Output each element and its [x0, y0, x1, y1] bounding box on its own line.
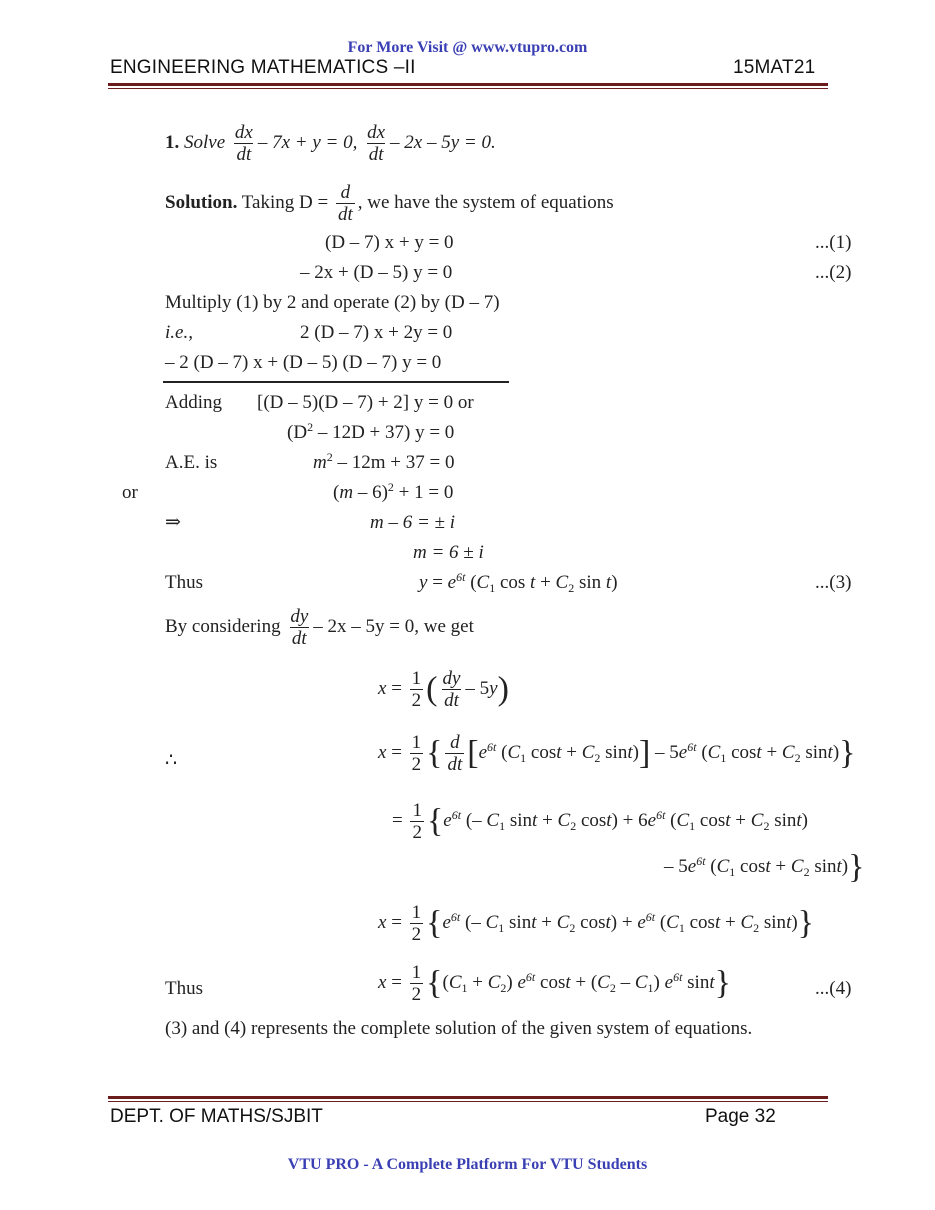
course-title: ENGINEERING MATHEMATICS –II [110, 57, 416, 78]
root-equation-2: m = 6 ± i [413, 542, 484, 563]
platform-banner: VTU PRO - A Complete Platform For VTU Students [287, 1156, 648, 1173]
completed-square-equation: (m – 6)$^2$ + 1 = 0 [333, 480, 454, 503]
page-number: Page 32 [705, 1106, 776, 1127]
dy-dt-fraction: $\frac{dy}{dt}$ [290, 606, 309, 649]
d-dt-fraction: $\frac{d}{dt}$ [337, 182, 353, 225]
addition-rule [163, 381, 509, 383]
department-label: DEPT. OF MATHS/SJBIT [110, 1106, 323, 1127]
equation-1: (D – 7) x + y = 0 [325, 232, 454, 253]
polynomial-equation: $(D^2 - 12D + 37) y = 0$ [287, 420, 455, 443]
polynomial-equation-rest: – 12D + 37) y = 0 [317, 422, 455, 443]
conclusion-text: (3) and (4) represents the complete solution of the given system of equations. [165, 1018, 753, 1039]
adding-equation: [(D – 5)(D – 7) + 2] y = 0 or [257, 392, 474, 413]
taking-text: Taking D = [241, 191, 333, 213]
system-intro-text: , we have the system of equations [357, 191, 614, 213]
problem-statement [165, 122, 496, 165]
problem-expr-2: – 2x – 5y = 0. [390, 131, 496, 153]
x-expression-3-continued: – $5e^{6t}$ ($C_1$ $\cos t + C_2$ sint)} [664, 848, 865, 886]
header-rule-thick [108, 83, 828, 86]
considering-expr: – 2x – 5y = 0, we get [313, 615, 474, 637]
implies-symbol: ⇒ [165, 512, 181, 533]
x-expression-2: x = $\frac{1}{2}$ { $\frac{d}{dt}$ [$e^{6t}$ ($C_1$ $\cos t + C_2$ $\sin t)] - 5e^{6t}$ ($C_1$ $\cos t + C_2$ sint)} [378, 732, 856, 775]
solution-label: Solution. [165, 191, 238, 213]
ae-label: A.E. is [165, 452, 218, 473]
x-expression-1: x = $\frac{1}{2}$ ( $\frac{dy}{dt}$ – 5y) [378, 668, 509, 711]
problem-expr-1: – 7x + y = 0, [257, 131, 358, 153]
or-label: or [122, 482, 138, 503]
adding-label: Adding [165, 392, 222, 413]
root-equation-1: m – 6 = ± i [370, 512, 455, 533]
auxiliary-equation-rest: – 12m + 37 = 0 [337, 452, 455, 473]
x-expression-3: = $\frac{1}{2}$ {$e^{6t}$ (– $C_1$ $\sin t + C_2$ $\cos t) + 6e^{6t}$ ($C_1$ $\cos t + C_2$ sint) [392, 800, 808, 843]
visit-banner: For More Visit @ www.vtupro.com [347, 39, 588, 56]
equation-2-tag: ...(2) [815, 262, 852, 283]
dx-dt-fraction: $\frac{dx}{dt}$ [367, 122, 386, 165]
course-code: 15MAT21 [733, 57, 816, 78]
therefore-symbol: ∴ [165, 750, 178, 771]
header-rule-thin [108, 88, 828, 89]
considering-label: By considering [165, 615, 281, 637]
problem-verb: Solve [184, 131, 226, 153]
thus-label-2: Thus [165, 978, 203, 999]
ie-label: i.e., [165, 322, 193, 343]
footer-rule-thick [108, 1096, 828, 1099]
multiply-line: Multiply (1) by 2 and operate (2) by (D – 7) [165, 292, 500, 313]
thus-label: Thus [165, 572, 203, 593]
y-solution: $y = e^{6t}$ ($C_1$ $\cos t + C_2$ sin t) [419, 570, 618, 595]
problem-number: 1. [165, 131, 180, 153]
dx-dt-fraction: $\frac{dx}{dt}$ [234, 122, 253, 165]
y-solution-tag: ...(3) [815, 572, 852, 593]
multiplied-eq-2: – 2 (D – 7) x + (D – 5) (D – 7) y = 0 [165, 352, 442, 373]
x-solution: x = $\frac{1}{2}$ {$(C_1 + C_2)$ $e^{6t}$ $\cos t + (C_2 - C_1)$ $e^{6t}$ sint} [378, 962, 731, 1005]
x-solution-tag: ...(4) [815, 978, 852, 999]
equation-2: – 2x + (D – 5) y = 0 [300, 262, 453, 283]
equation-1-tag: ...(1) [815, 232, 852, 253]
considering-line [165, 606, 474, 649]
multiplied-eq-1: 2 (D – 7) x + 2y = 0 [300, 322, 453, 343]
solution-intro [165, 182, 614, 225]
x-expression-4: x = $\frac{1}{2}$ {$e^{6t}$ (– $C_1$ $\sin t + C_2$ $\cos t) + e^{6t}$ ($C_1$ $\cos t + C_2$ sint)} [378, 902, 814, 945]
completed-square-rest: + 1 = 0 [398, 482, 454, 503]
auxiliary-equation: $m^2 - 12m + 37 = 0$ [313, 450, 455, 473]
footer-rule-thin [108, 1101, 828, 1102]
